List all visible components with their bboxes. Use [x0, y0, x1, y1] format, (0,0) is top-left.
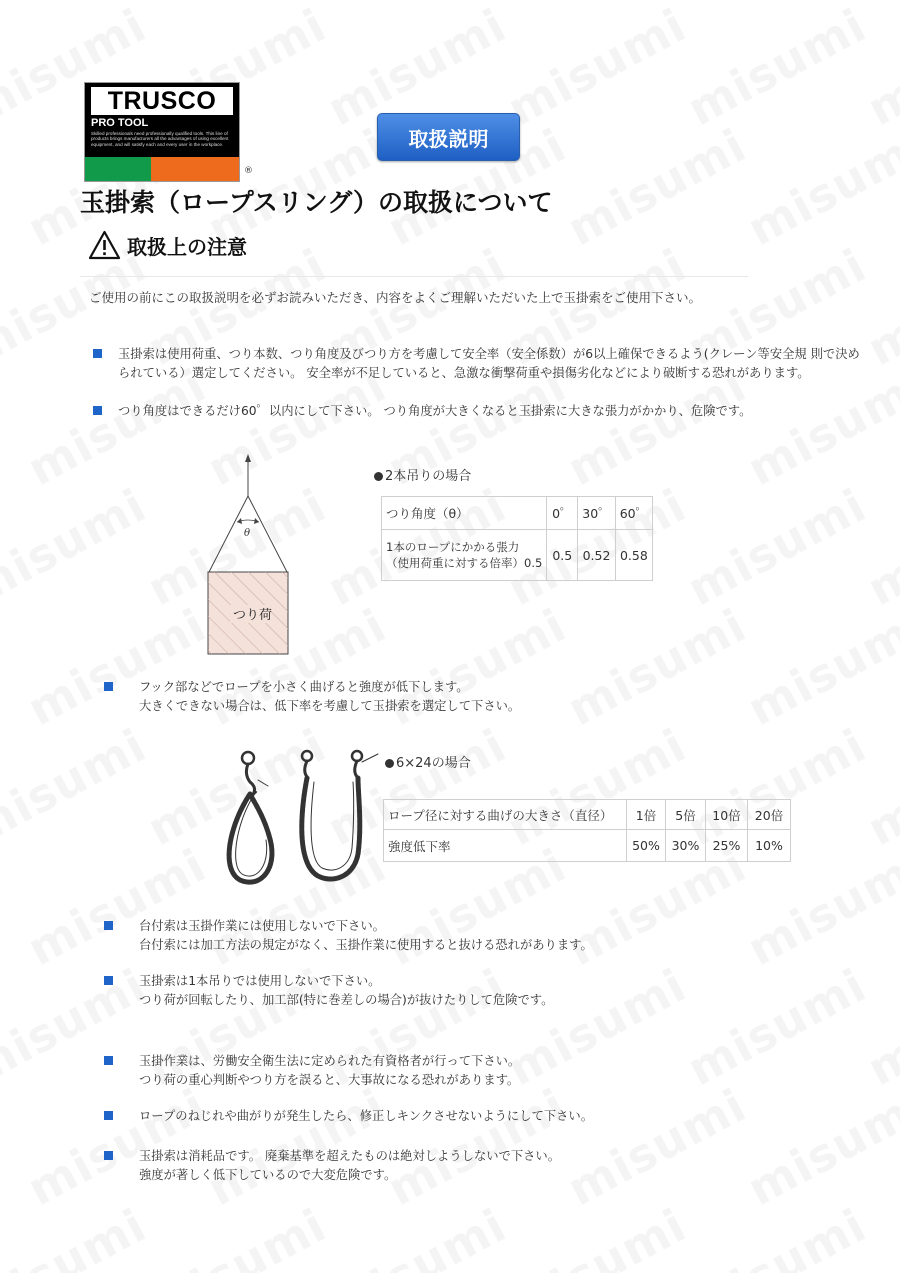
note-line: 玉掛索は消耗品です。 廃棄基準を超えたものは絶対しようしないで下さい。: [139, 1149, 561, 1163]
intro-text: ご使用の前にこの取扱説明を必ずお読みいただき、内容をよくご理解いただいた上で玉掛索をご使用下さい。: [89, 290, 702, 305]
caption-text: 6×24の場合: [396, 756, 471, 771]
table-header-cell: 30゜: [578, 497, 615, 530]
tension-table: [381, 496, 653, 581]
logo-orange-band: [151, 157, 239, 181]
note-line: 大きくできない場合は、低下率を考慮して玉掛索を選定して下さい。: [139, 699, 521, 713]
leader-line: [258, 780, 268, 786]
bullet-icon: [104, 976, 113, 985]
note-safety-factor: [118, 345, 860, 383]
bullet-dot-icon: [374, 472, 383, 481]
rope-sling-illustration: [222, 744, 387, 889]
table-row: [384, 800, 791, 830]
note-line: つり荷の重心判断やつり方を誤ると、大事故になる恐れがあります。: [139, 1073, 520, 1087]
table1-caption: [374, 465, 471, 484]
note-line: 強度が著しく低下しているので大変危険です。: [139, 1168, 397, 1182]
table-header-cell: 20倍: [748, 800, 791, 830]
caption-text: 2本吊りの場合: [385, 469, 472, 484]
note-line: ロープのねじれや曲がりが発生したら、修正しキンクさせないようにして下さい。: [139, 1109, 594, 1123]
bullet-icon: [104, 682, 113, 691]
note-line: 台付索は玉掛作業には使用しないで下さい。: [139, 919, 385, 933]
trusco-logo: [84, 82, 240, 182]
bullet-icon: [104, 1111, 113, 1120]
angle-arrow: [237, 518, 242, 524]
note-line: 玉掛索は使用荷重、つり本数、つり角度及びつり方を考慮して安全率（安全係数）が6以上確保できるよう(クレーン等安全規 則で決め: [118, 347, 860, 361]
note-bending: [139, 678, 520, 716]
table-cell: 10%: [748, 830, 791, 862]
page-title: 玉掛索（ロープスリング）の取扱について: [80, 188, 553, 217]
table-row: [382, 530, 653, 581]
table-header-cell: ロープ径に対する曲げの大きさ（直径）: [384, 800, 627, 830]
hook-eye: [302, 751, 312, 761]
table-header-cell: 10倍: [706, 800, 748, 830]
lift-arrow-head: [245, 454, 251, 462]
hook: [246, 764, 254, 796]
caution-heading: [88, 228, 247, 262]
table-row-label: 強度低下率: [384, 830, 627, 862]
table-cell: 50%: [627, 830, 666, 862]
logo-brand: TRUSCO: [91, 87, 233, 115]
logo-subtitle: PRO TOOL: [91, 117, 149, 129]
logo-tagline: Skilled professionals need professionally qualified tools. This line of products brings manufacturers all the advantages of using excellent equipment, and will satisfy each and every user in the workplace.: [91, 131, 229, 147]
note-line: つり荷が回転したり、加工部(特に巻差しの場合)が抜けたりして危険です。: [139, 993, 554, 1007]
hook: [305, 761, 308, 778]
sling-leg-left: [209, 496, 251, 572]
sling-loop: [229, 794, 272, 882]
note-tie-rope: [139, 917, 593, 955]
divider: [80, 276, 748, 277]
theta-label: θ: [244, 528, 251, 539]
table-header-cell: 60゜: [615, 497, 652, 530]
hook-eye: [352, 751, 362, 761]
load-label: つり荷: [233, 608, 273, 623]
bullet-dot-icon: [385, 759, 394, 768]
row-label-line: （使用荷重に対する倍率）0.5: [386, 556, 543, 570]
table-row: [382, 497, 653, 530]
warning-icon: [88, 230, 121, 260]
table-cell: 25%: [706, 830, 748, 862]
leader-line: [362, 754, 378, 762]
note-kink: [139, 1107, 593, 1126]
hook: [355, 761, 358, 778]
table-row-label: [382, 530, 547, 581]
bullet-icon: [104, 1056, 113, 1065]
table-header-cell: 5倍: [666, 800, 706, 830]
note-qualified-operator: [139, 1052, 520, 1090]
table-cell: 0.52: [578, 530, 615, 581]
strength-reduction-table: [383, 799, 791, 862]
bullet-icon: [104, 1151, 113, 1160]
angle-arrow: [254, 518, 259, 524]
registered-mark: ®: [244, 166, 253, 176]
note-line: られている）選定してください。 安全率が不足していると、急激な衝撃荷重や損傷劣化などにより破断する恐れがあります。: [118, 366, 810, 380]
table-header-cell: つり角度（θ）: [382, 497, 547, 530]
logo-green-band: [85, 157, 151, 181]
bullet-icon: [93, 406, 102, 415]
caution-title: 取扱上の注意: [127, 234, 247, 259]
two-leg-sling-diagram: [196, 452, 306, 657]
table-cell: 30%: [666, 830, 706, 862]
table-header-cell: 1倍: [627, 800, 666, 830]
manual-button[interactable]: 取扱説明: [377, 113, 520, 161]
bullet-icon: [104, 921, 113, 930]
table2-caption: [385, 752, 471, 771]
table-header-cell: 0゜: [547, 497, 578, 530]
note-angle: [118, 402, 751, 421]
note-line: 玉掛索は1本吊りでは使用しないで下さい。: [139, 974, 381, 988]
bullet-icon: [93, 349, 102, 358]
table-cell: 0.5: [547, 530, 578, 581]
note-line: つり角度はできるだけ60゜以内にして下さい。 つり角度が大きくなると玉掛索に大きな張力がかかり、危険です。: [118, 404, 752, 418]
row-label-line: 1本のロープにかかる張力: [386, 540, 520, 554]
sling-u-inner: [311, 782, 354, 870]
note-single-lift: [139, 972, 553, 1010]
hook-eye: [242, 752, 254, 764]
note-line: 台付索には加工方法の規定がなく、玉掛作業に使用すると抜ける恐れがあります。: [139, 938, 593, 952]
note-line: 玉掛作業は、労働安全衛生法に定められた有資格者が行って下さい。: [139, 1054, 521, 1068]
note-line: フック部などでロープを小さく曲げると強度が低下します。: [139, 680, 469, 694]
note-consumable: [139, 1147, 560, 1185]
table-row: [384, 830, 791, 862]
table-cell: 0.58: [615, 530, 652, 581]
sling-leg-right: [248, 496, 287, 572]
